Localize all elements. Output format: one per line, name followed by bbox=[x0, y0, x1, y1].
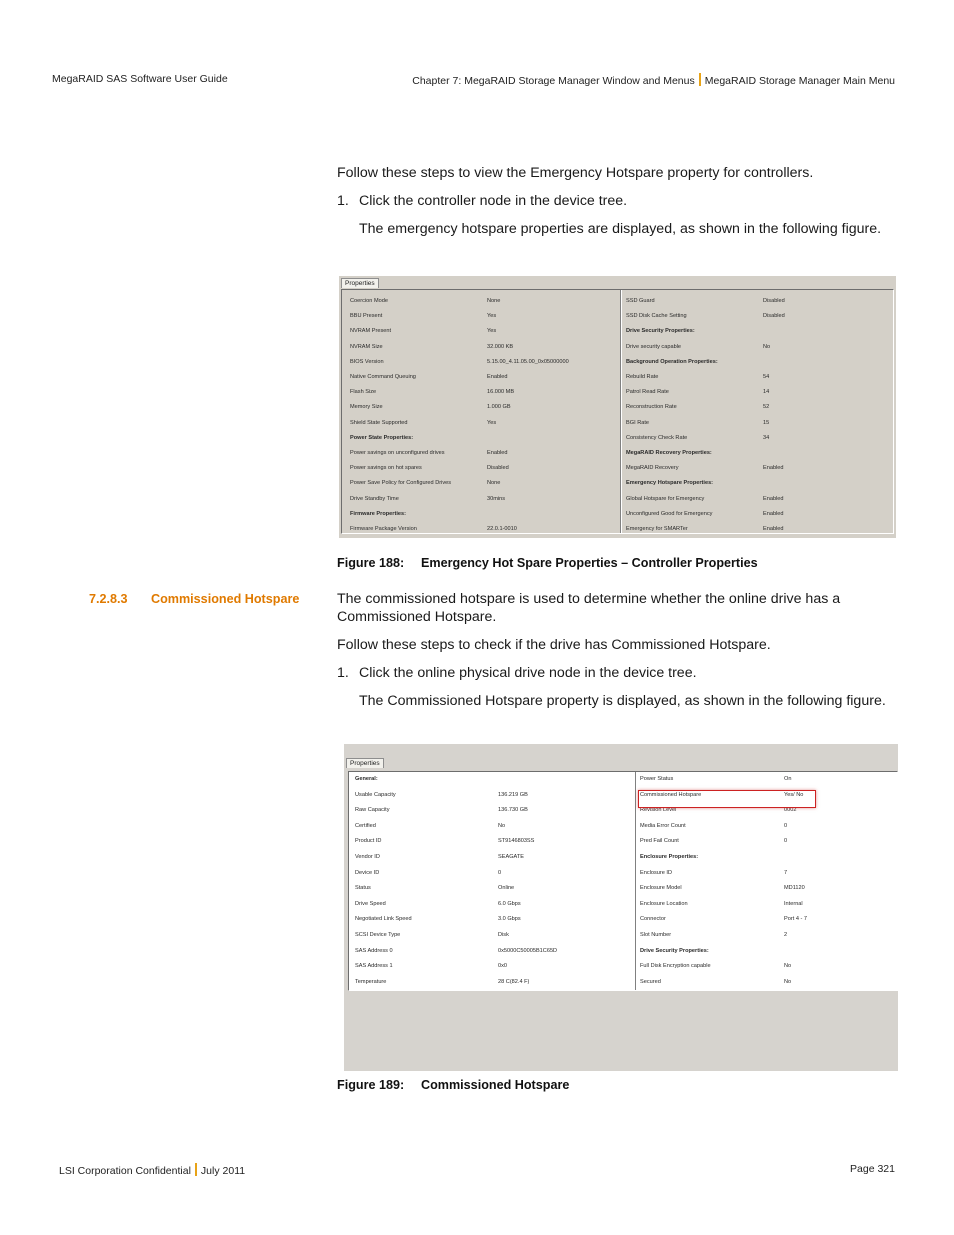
property-row bbox=[342, 476, 620, 490]
intro-step-1 bbox=[337, 192, 627, 210]
property-name: Consistency Check Rate bbox=[626, 434, 688, 441]
property-row bbox=[349, 772, 635, 786]
property-name: SCSI Device Type bbox=[355, 932, 401, 938]
property-row bbox=[638, 834, 897, 848]
figure-188-screenshot bbox=[339, 276, 896, 538]
property-name: Drive Standby Time bbox=[350, 495, 399, 502]
property-name: Emergency Hotspare Properties: bbox=[626, 480, 714, 487]
property-value: 0 bbox=[784, 822, 788, 829]
property-value: No bbox=[784, 978, 792, 985]
property-name: Power savings on unconfigured drives bbox=[350, 450, 445, 456]
properties-left-column bbox=[342, 290, 620, 533]
section-paragraph-2: Follow these steps to check if the drive has Commissioned Hotspare. bbox=[337, 637, 771, 653]
properties-tab[interactable]: Properties bbox=[341, 278, 379, 288]
property-value: 0 bbox=[498, 869, 502, 876]
caption-label: Figure 188: bbox=[337, 556, 405, 570]
property-value: 14 bbox=[763, 389, 770, 396]
caption-label: Figure 189: bbox=[337, 1078, 405, 1092]
property-name: Device ID bbox=[355, 869, 380, 876]
property-value: 15 bbox=[763, 419, 770, 426]
footer-separator bbox=[195, 1163, 197, 1176]
property-name: Power Save Policy for Configured Drives bbox=[350, 480, 452, 487]
property-row bbox=[342, 294, 620, 308]
property-value: No bbox=[498, 822, 506, 829]
section-heading bbox=[89, 592, 299, 606]
property-row bbox=[349, 819, 635, 833]
property-row bbox=[623, 294, 893, 308]
property-value: 30mins bbox=[487, 495, 506, 502]
property-value: 16.000 MB bbox=[487, 389, 515, 396]
property-name: Status bbox=[355, 885, 371, 892]
property-value: On bbox=[784, 776, 792, 782]
property-value: Disabled bbox=[763, 298, 785, 304]
property-row bbox=[342, 400, 620, 414]
property-value: None bbox=[487, 480, 501, 487]
property-value: 136.730 GB bbox=[498, 807, 528, 814]
property-value: Enabled bbox=[763, 526, 784, 532]
property-value: Yes bbox=[487, 328, 497, 335]
properties-tab[interactable]: Properties bbox=[346, 758, 384, 768]
step-number: 1. bbox=[337, 193, 349, 209]
property-name: Enclosure ID bbox=[640, 869, 673, 876]
property-row bbox=[349, 803, 635, 817]
property-value: None bbox=[487, 298, 501, 304]
property-name: BBU Present bbox=[350, 313, 383, 320]
property-row bbox=[349, 788, 635, 802]
property-row bbox=[342, 492, 620, 506]
property-row bbox=[638, 928, 897, 942]
section-title: Commissioned Hotspare bbox=[151, 592, 300, 606]
footer-left bbox=[59, 1163, 245, 1177]
property-row bbox=[623, 492, 893, 506]
figure-188-caption bbox=[337, 556, 758, 570]
property-name: Connector bbox=[640, 916, 666, 923]
property-row bbox=[349, 834, 635, 848]
property-name: SAS Address 1 bbox=[355, 963, 393, 970]
property-name: Media Error Count bbox=[640, 822, 686, 829]
property-row bbox=[638, 975, 897, 989]
property-value: MD1120 bbox=[784, 885, 805, 892]
footer-date: July 2011 bbox=[200, 1165, 246, 1177]
property-value: SEAGATE bbox=[498, 854, 525, 860]
property-row bbox=[638, 881, 897, 895]
property-value: No bbox=[784, 963, 792, 970]
property-value: Enabled bbox=[763, 465, 784, 472]
property-row bbox=[623, 370, 893, 384]
property-name: Vendor ID bbox=[355, 854, 380, 860]
step-number: 1. bbox=[337, 665, 349, 681]
property-value: Internal bbox=[784, 900, 803, 907]
header-separator bbox=[699, 73, 701, 86]
property-row bbox=[623, 507, 893, 521]
property-value: 0x0 bbox=[498, 963, 508, 970]
property-name: Reconstruction Rate bbox=[626, 404, 677, 411]
property-row bbox=[342, 324, 620, 338]
running-header-left: MegaRAID SAS Software User Guide bbox=[52, 73, 228, 85]
property-row bbox=[623, 461, 893, 475]
property-name: Usable Capacity bbox=[355, 791, 396, 798]
property-name: MegaRAID Recovery bbox=[626, 465, 679, 472]
property-name: Emergency for SMARTer bbox=[626, 526, 688, 532]
property-name: NVRAM Present bbox=[350, 328, 392, 335]
property-row bbox=[623, 446, 893, 460]
property-row bbox=[638, 772, 897, 786]
property-row bbox=[342, 461, 620, 475]
property-value: Disabled bbox=[487, 465, 509, 472]
caption-text: Emergency Hot Spare Properties – Controller Properties bbox=[421, 556, 758, 570]
running-header-right bbox=[412, 73, 895, 87]
property-row bbox=[349, 897, 635, 911]
property-row bbox=[638, 944, 897, 958]
property-name: Global Hotspare for Emergency bbox=[626, 495, 705, 502]
property-name: Firmware Package Version bbox=[350, 526, 417, 532]
property-row bbox=[342, 416, 620, 430]
header-section: MegaRAID Storage Manager Main Menu bbox=[704, 75, 895, 87]
property-name: Drive security capable bbox=[626, 343, 682, 350]
property-row bbox=[349, 928, 635, 942]
property-row bbox=[349, 850, 635, 864]
property-name: SAS Address 0 bbox=[355, 947, 393, 954]
property-name: SSD Guard bbox=[626, 298, 655, 304]
property-row bbox=[342, 355, 620, 369]
property-row bbox=[349, 912, 635, 926]
property-row bbox=[623, 324, 893, 338]
property-row bbox=[638, 912, 897, 926]
property-name: Enclosure Model bbox=[640, 885, 682, 892]
property-row bbox=[342, 507, 620, 521]
property-row bbox=[638, 850, 897, 864]
section-paragraph-1 bbox=[337, 590, 840, 626]
step-text: Click the online physical drive node in the device tree. bbox=[359, 665, 697, 681]
property-row bbox=[623, 355, 893, 369]
property-row bbox=[342, 522, 620, 536]
property-row bbox=[349, 959, 635, 973]
property-row bbox=[349, 944, 635, 958]
property-value: 1.000 GB bbox=[487, 404, 511, 411]
property-name: Background Operation Properties: bbox=[626, 358, 718, 365]
property-row bbox=[623, 400, 893, 414]
property-value: 0 bbox=[784, 838, 788, 845]
property-value: 52 bbox=[763, 404, 770, 411]
section-step-1-note: The Commissioned Hotspare property is displayed, as shown in the following figure. bbox=[359, 693, 886, 709]
property-name: Enclosure Properties: bbox=[640, 854, 699, 860]
intro-step-1-note: The emergency hotspare properties are displayed, as shown in the following figure. bbox=[359, 221, 882, 237]
property-name: Flash Size bbox=[350, 389, 377, 396]
property-name: Memory Size bbox=[350, 404, 383, 411]
property-name: Drive Speed bbox=[355, 900, 386, 907]
properties-right-column bbox=[623, 290, 893, 533]
properties-left-column bbox=[349, 772, 635, 990]
property-value: 32.000 KB bbox=[487, 343, 514, 350]
property-row bbox=[349, 866, 635, 880]
property-row bbox=[623, 522, 893, 536]
property-name: Unconfigured Good for Emergency bbox=[626, 510, 713, 517]
column-divider bbox=[620, 290, 622, 533]
property-value: 3.0 Gbps bbox=[498, 916, 521, 923]
property-name: Commissioned Hotspare bbox=[640, 791, 702, 798]
property-name: NVRAM Size bbox=[350, 343, 383, 350]
property-name: Patrol Read Rate bbox=[626, 389, 669, 396]
property-row bbox=[342, 309, 620, 323]
property-value: Yes bbox=[487, 419, 497, 426]
property-row bbox=[342, 385, 620, 399]
commissioned-hotspare-highlight bbox=[638, 790, 816, 808]
property-row bbox=[623, 385, 893, 399]
caption-text: Commissioned Hotspare bbox=[421, 1078, 570, 1092]
property-row bbox=[623, 309, 893, 323]
property-value: 136.219 GB bbox=[498, 791, 528, 798]
header-chapter: Chapter 7: MegaRAID Storage Manager Window and Menus bbox=[412, 75, 695, 87]
property-name: Power Status bbox=[640, 776, 674, 782]
property-name: Coercion Mode bbox=[350, 298, 388, 304]
property-value: 5.15.00_4.11.05.00_0x05000000 bbox=[487, 358, 569, 365]
property-name: Power savings on hot spares bbox=[350, 465, 422, 472]
property-value: Port 4 - 7 bbox=[784, 916, 808, 923]
property-name: SSD Disk Cache Setting bbox=[626, 313, 687, 320]
property-value: Yes/ No bbox=[784, 791, 804, 798]
property-row bbox=[349, 975, 635, 989]
property-name: Raw Capacity bbox=[355, 807, 390, 814]
figure-189-screenshot bbox=[344, 744, 898, 1071]
property-name: Product ID bbox=[355, 838, 382, 845]
property-name: Rebuild Rate bbox=[626, 374, 659, 380]
property-row bbox=[342, 431, 620, 445]
property-value: Disk bbox=[498, 932, 509, 938]
property-value: 0002 bbox=[784, 807, 797, 814]
section-number: 7.2.8.3 bbox=[89, 592, 128, 606]
property-name: Enclosure Location bbox=[640, 900, 688, 907]
property-name: Power State Properties: bbox=[350, 434, 414, 441]
property-value: 22.0.1-0010 bbox=[487, 526, 517, 532]
property-name: Firmware Properties: bbox=[350, 510, 406, 517]
property-name: Drive Security Properties: bbox=[626, 328, 695, 335]
property-name: Drive Security Properties: bbox=[640, 947, 709, 954]
property-row bbox=[342, 446, 620, 460]
property-row bbox=[623, 431, 893, 445]
property-value: 7 bbox=[784, 869, 788, 876]
property-value: 28 C(82.4 F) bbox=[498, 978, 530, 985]
property-row bbox=[623, 416, 893, 430]
property-name: BIOS Version bbox=[350, 358, 384, 365]
property-value: Yes bbox=[487, 313, 497, 320]
property-value: Disabled bbox=[763, 313, 785, 320]
footer-confidential: LSI Corporation Confidential bbox=[59, 1165, 191, 1177]
section-step-1 bbox=[337, 664, 697, 682]
property-name: Revision Level bbox=[640, 807, 677, 814]
property-value: 6.0 Gbps bbox=[498, 900, 521, 907]
property-value: ST9146803SS bbox=[498, 838, 535, 845]
property-row bbox=[638, 819, 897, 833]
property-name: Secured bbox=[640, 978, 661, 985]
property-value: Enabled bbox=[487, 450, 508, 456]
property-name: Slot Number bbox=[640, 932, 672, 938]
properties-grid bbox=[341, 289, 894, 534]
property-value: Enabled bbox=[763, 495, 784, 502]
property-name: Temperature bbox=[355, 978, 387, 985]
property-name: Negotiated Link Speed bbox=[355, 916, 412, 923]
property-name: Pred Fail Count bbox=[640, 838, 679, 845]
property-value: No bbox=[763, 343, 771, 350]
property-name: General: bbox=[355, 776, 378, 782]
page-number: Page 321 bbox=[850, 1163, 895, 1175]
property-name: Certified bbox=[355, 822, 376, 829]
property-name: Full Disk Encryption capable bbox=[640, 963, 711, 970]
property-row bbox=[623, 476, 893, 490]
property-value: 34 bbox=[763, 434, 770, 441]
property-row bbox=[342, 340, 620, 354]
property-value: Enabled bbox=[763, 510, 784, 517]
property-value: 0x5000C50005B1C65D bbox=[498, 947, 558, 954]
property-name: Shield State Supported bbox=[350, 419, 408, 426]
property-row bbox=[638, 959, 897, 973]
property-value: 54 bbox=[763, 374, 770, 380]
property-row bbox=[349, 881, 635, 895]
property-name: BGI Rate bbox=[626, 419, 650, 426]
intro-paragraph: Follow these steps to view the Emergency Hotspare property for controllers. bbox=[337, 165, 814, 181]
property-value: Online bbox=[498, 885, 515, 892]
section-paragraph-1-line-2: Commissioned Hotspare. bbox=[337, 609, 497, 625]
column-divider bbox=[635, 772, 637, 990]
property-name: Native Command Queuing bbox=[350, 374, 416, 380]
property-row bbox=[623, 340, 893, 354]
property-value: 2 bbox=[784, 932, 788, 938]
property-name: MegaRAID Recovery Properties: bbox=[626, 450, 712, 456]
figure-189-caption bbox=[337, 1078, 569, 1092]
property-row bbox=[638, 897, 897, 911]
step-text: Click the controller node in the device tree. bbox=[359, 193, 628, 209]
property-row bbox=[342, 370, 620, 384]
property-row bbox=[638, 866, 897, 880]
section-paragraph-1-line-1: The commissioned hotspare is used to determine whether the online drive has a bbox=[337, 591, 841, 607]
property-value: Enabled bbox=[487, 374, 508, 380]
